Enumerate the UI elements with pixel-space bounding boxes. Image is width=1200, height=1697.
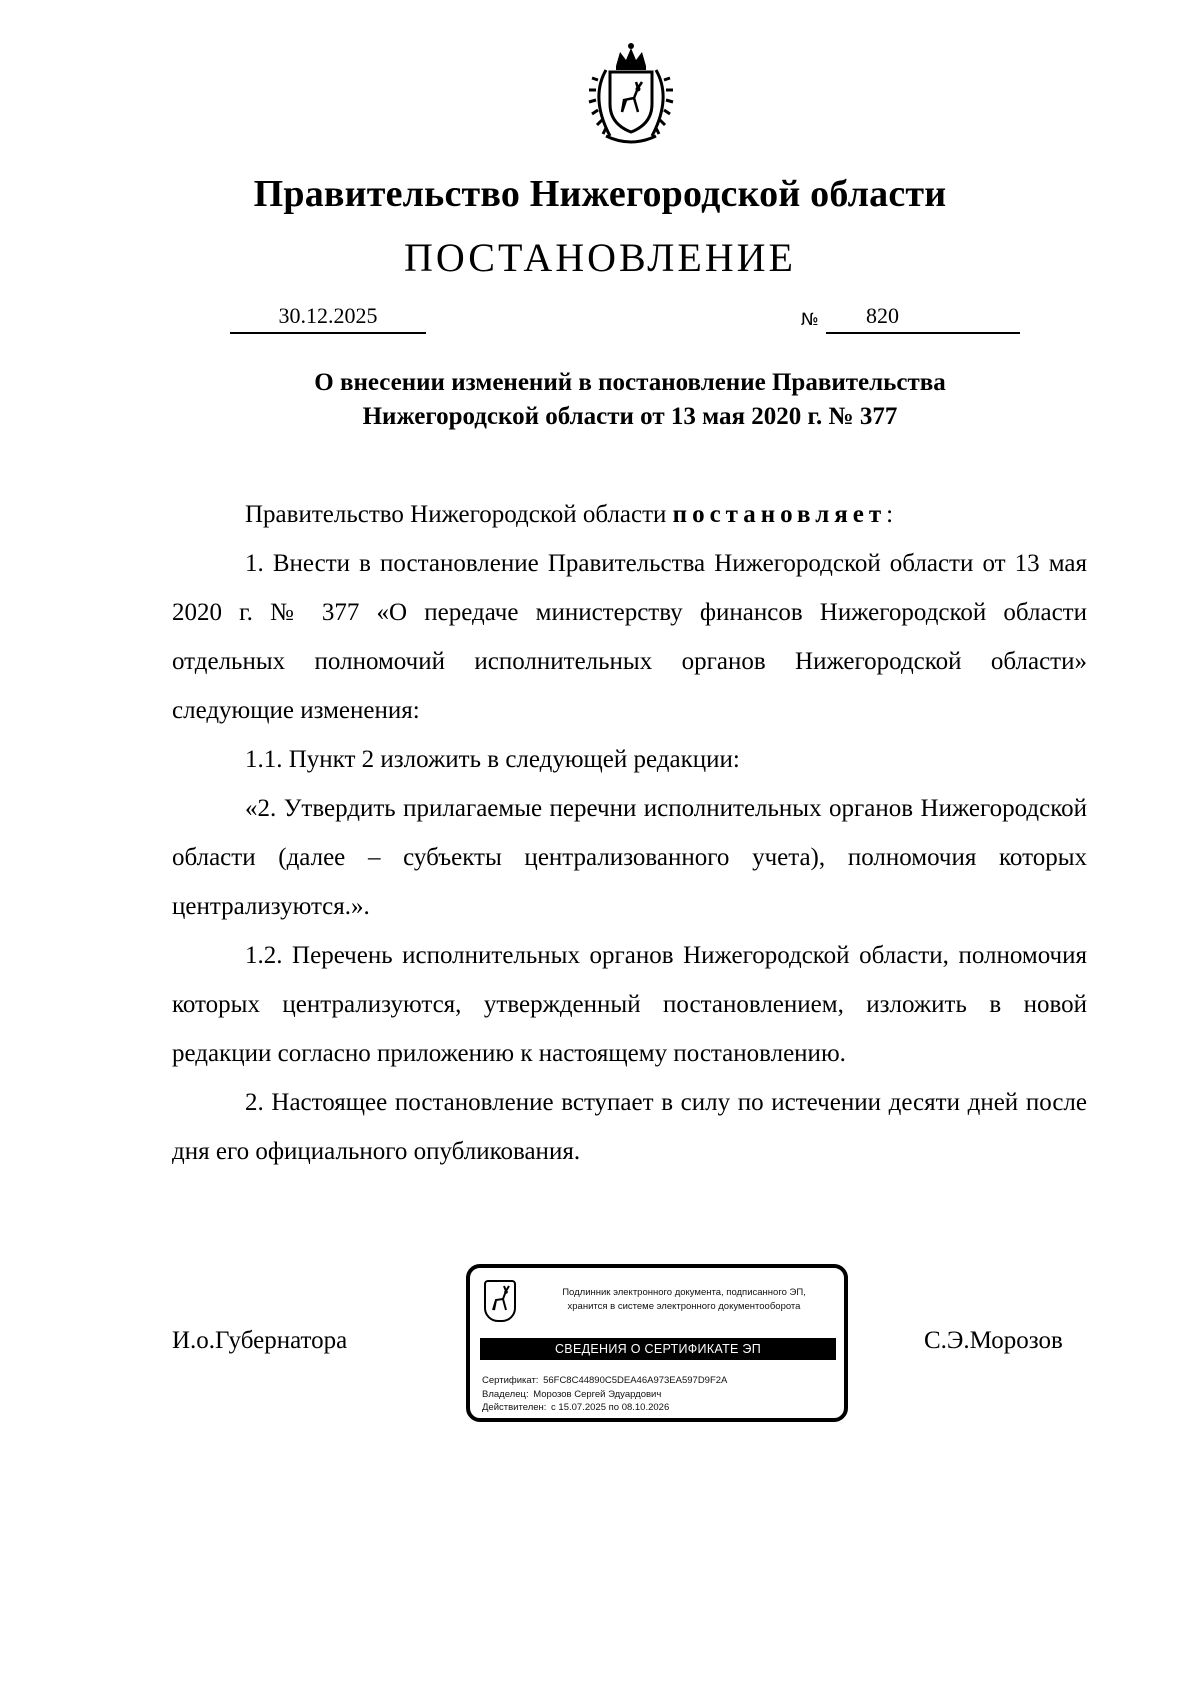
subject-line-2: Нижегородской области от 13 мая 2020 г. № 377 — [362, 403, 898, 430]
stamp-note — [536, 1286, 832, 1314]
owner-label: Владелец: — [482, 1388, 529, 1400]
paragraph-1-1: 1.1. Пункт 2 изложить в следующей редакции: — [245, 746, 740, 773]
intro-suffix: : — [886, 501, 894, 528]
signatory-name: С.Э.Морозов — [924, 1327, 1063, 1354]
coat-of-arms-emblem — [576, 40, 686, 150]
paragraph-1-1-quote: «2. Утвердить прилагаемые перечни исполнительных органов Нижегородской области (далее – субъекты централизованного учета), полномочия которых централизуются.». — [172, 795, 1087, 920]
decree-word: постановляет — [672, 501, 887, 528]
valid-row — [480, 1401, 727, 1415]
e-signature-stamp — [466, 1264, 848, 1422]
subject-line-1: О внесении изменений в постановление Правительства — [314, 369, 946, 396]
signatory-position: И.о.Губернатора — [172, 1327, 348, 1354]
stamp-header: СВЕДЕНИЯ О СЕРТИФИКАТЕ ЭП — [480, 1338, 836, 1360]
document-date — [230, 303, 426, 334]
valid-label: Действителен: — [482, 1402, 547, 1413]
owner-row — [480, 1388, 727, 1402]
valid-value: с 15.07.2025 по 08.10.2026 — [551, 1402, 670, 1413]
number-value: 820 — [866, 303, 899, 328]
certificate-label: Сертификат: — [482, 1375, 539, 1386]
intro-paragraph — [172, 490, 1087, 539]
paragraph-1-2: 1.2. Перечень исполнительных органов Нижегородской области, полномочия которых централизуются, утвержденный постановлением, изложить в новой редакции согласно приложению к настоящему постановлению. — [172, 942, 1087, 1067]
organization-title: Правительство Нижегородской области — [253, 173, 947, 215]
stamp-certificate-info — [480, 1374, 727, 1415]
number-sign: № — [801, 310, 819, 330]
stamp-note-line-2: хранится в системе электронного документооборота — [567, 1301, 801, 1312]
certificate-row — [480, 1374, 727, 1388]
paragraph-1: 1. Внести в постановление Правительства Нижегородской области от 13 мая 2020 г. № 377 «О передаче министерству финансов Нижегородской области отдельных полномочий исполнительных органов Нижегородской области» следующие изменения: — [172, 550, 1087, 724]
document-subject — [0, 366, 1200, 434]
document-body — [172, 490, 1087, 1176]
paragraph-2: 2. Настоящее постановление вступает в силу по истечении десяти дней после дня его официального опубликования. — [172, 1089, 1087, 1165]
deer-shield-icon — [484, 1280, 516, 1322]
owner-value: Морозов Сергей Эдуардович — [533, 1388, 662, 1400]
intro-prefix: Правительство Нижегородской области — [245, 501, 673, 528]
document-number — [826, 303, 1020, 334]
certificate-value: 56FC8C44890C5DEA46A973EA597D9F2A — [543, 1375, 728, 1386]
stamp-note-line-1: Подлинник электронного документа, подписанного ЭП, — [562, 1287, 806, 1298]
date-value: 30.12.2025 — [278, 303, 378, 328]
document-type: ПОСТАНОВЛЕНИЕ — [404, 235, 796, 280]
